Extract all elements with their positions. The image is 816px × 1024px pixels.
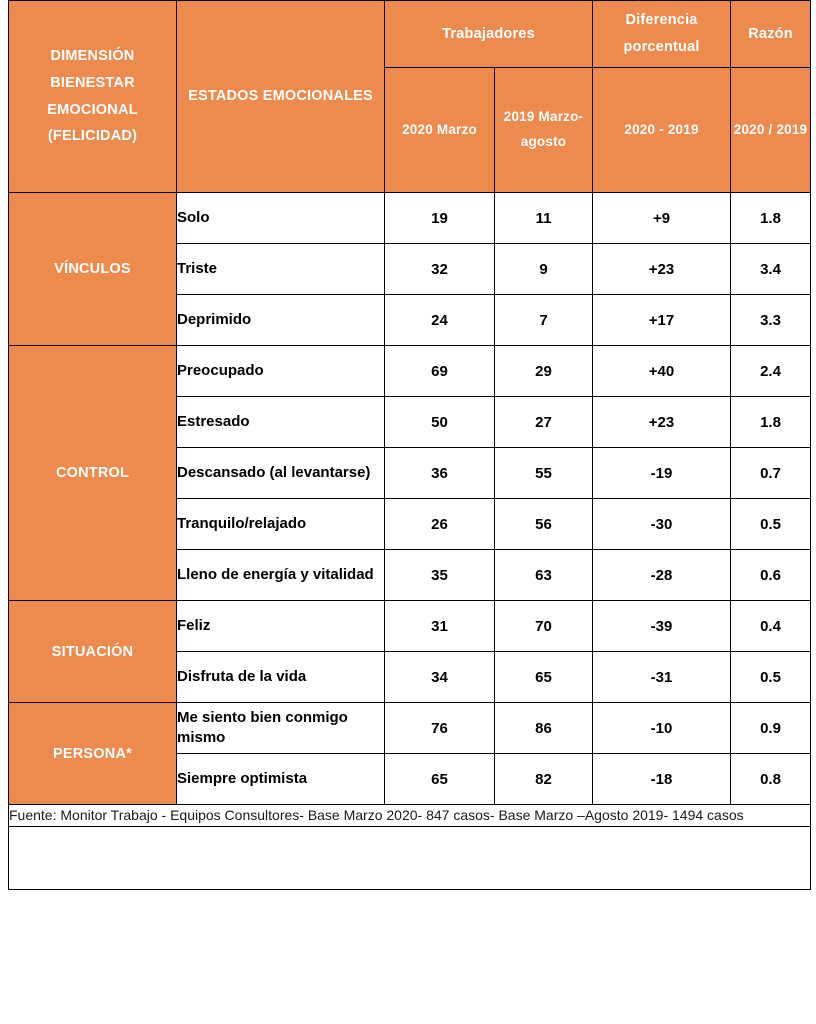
header-col-2019-month-2: agosto bbox=[520, 134, 567, 149]
value-diferencia: -19 bbox=[593, 448, 731, 499]
header-dimension-line-3: EMOCIONAL bbox=[47, 101, 138, 118]
header-col-2020-year: 2020 bbox=[402, 121, 433, 137]
value-2019: 82 bbox=[495, 754, 593, 805]
value-2019: 63 bbox=[495, 550, 593, 601]
header-col-2019 bbox=[495, 68, 593, 193]
value-diferencia: -31 bbox=[593, 652, 731, 703]
value-2020: 76 bbox=[385, 703, 495, 754]
value-2019: 11 bbox=[495, 193, 593, 244]
value-razon: 0.5 bbox=[731, 652, 811, 703]
value-2020: 36 bbox=[385, 448, 495, 499]
value-2019: 65 bbox=[495, 652, 593, 703]
header-col-razon-years bbox=[731, 68, 811, 193]
value-diferencia: -28 bbox=[593, 550, 731, 601]
header-col-dif-line-2: - 2019 bbox=[659, 121, 699, 137]
header-razon: Razón bbox=[731, 1, 811, 68]
header-col-raz-line-2: 2019 bbox=[776, 121, 808, 137]
value-razon: 0.6 bbox=[731, 550, 811, 601]
header-estados-line-2: EMOCIONALES bbox=[262, 88, 373, 105]
value-2020: 35 bbox=[385, 550, 495, 601]
header-col-raz-line-1: 2020 / bbox=[733, 121, 773, 137]
value-diferencia: +17 bbox=[593, 295, 731, 346]
value-2019: 55 bbox=[495, 448, 593, 499]
header-diferencia-line-1: Diferencia bbox=[625, 12, 698, 29]
table-row bbox=[9, 346, 811, 397]
header-trabajadores: Trabajadores bbox=[385, 1, 593, 68]
header-col-2019-year: 2019 bbox=[503, 109, 535, 125]
value-2020: 34 bbox=[385, 652, 495, 703]
group-label-situacion: SITUACIÓN bbox=[9, 601, 177, 703]
table-trailing-row bbox=[9, 827, 811, 890]
value-razon: 0.5 bbox=[731, 499, 811, 550]
group-label-persona: PERSONA* bbox=[9, 703, 177, 805]
group-label-control: CONTROL bbox=[9, 346, 177, 601]
value-2019: 86 bbox=[495, 703, 593, 754]
group-label-vinculos: VÍNCULOS bbox=[9, 193, 177, 346]
header-diferencia-line-2: porcentual bbox=[623, 39, 700, 55]
header-estados-line-1: ESTADOS bbox=[188, 88, 259, 105]
header-diferencia bbox=[593, 1, 731, 68]
value-razon: 1.8 bbox=[731, 193, 811, 244]
value-2020: 31 bbox=[385, 601, 495, 652]
emotion-label: Triste bbox=[177, 244, 385, 295]
header-estados bbox=[177, 1, 385, 193]
emotion-label: Lleno de energía y vitalidad bbox=[177, 550, 385, 601]
value-2019: 70 bbox=[495, 601, 593, 652]
trailing-empty-cell bbox=[9, 827, 811, 890]
value-2020: 69 bbox=[385, 346, 495, 397]
value-2020: 50 bbox=[385, 397, 495, 448]
emotion-label: Deprimido bbox=[177, 295, 385, 346]
value-2020: 24 bbox=[385, 295, 495, 346]
table-row bbox=[9, 703, 811, 754]
value-razon: 0.8 bbox=[731, 754, 811, 805]
header-dimension bbox=[9, 1, 177, 193]
emotion-label: Siempre optimista bbox=[177, 754, 385, 805]
table-header-row-1 bbox=[9, 1, 811, 68]
value-diferencia: -18 bbox=[593, 754, 731, 805]
header-dimension-line-2: BIENESTAR bbox=[50, 74, 135, 91]
header-dimension-line-4: (FELICIDAD) bbox=[47, 128, 138, 145]
value-2020: 65 bbox=[385, 754, 495, 805]
emotion-label: Me siento bien conmigo mismo bbox=[177, 703, 385, 754]
header-col-2019-month-1: Marzo- bbox=[538, 109, 584, 125]
value-diferencia: +40 bbox=[593, 346, 731, 397]
value-diferencia: -39 bbox=[593, 601, 731, 652]
table-source-row bbox=[9, 805, 811, 827]
value-diferencia: -10 bbox=[593, 703, 731, 754]
table-row bbox=[9, 601, 811, 652]
emotion-label: Estresado bbox=[177, 397, 385, 448]
emotion-label: Feliz bbox=[177, 601, 385, 652]
header-col-2020-month: Marzo bbox=[436, 121, 477, 137]
header-col-diferencia-years bbox=[593, 68, 731, 193]
value-razon: 3.4 bbox=[731, 244, 811, 295]
emotion-label: Preocupado bbox=[177, 346, 385, 397]
value-diferencia: -30 bbox=[593, 499, 731, 550]
value-2019: 9 bbox=[495, 244, 593, 295]
value-razon: 1.8 bbox=[731, 397, 811, 448]
value-diferencia: +23 bbox=[593, 397, 731, 448]
value-diferencia: +9 bbox=[593, 193, 731, 244]
header-col-dif-line-1: 2020 bbox=[624, 121, 656, 137]
emotion-label: Tranquilo/relajado bbox=[177, 499, 385, 550]
value-razon: 2.4 bbox=[731, 346, 811, 397]
value-2020: 32 bbox=[385, 244, 495, 295]
source-note: Fuente: Monitor Trabajo - Equipos Consultores- Base Marzo 2020- 847 casos- Base Marzo –Agosto 2019- 1494 casos bbox=[9, 805, 811, 827]
value-2019: 29 bbox=[495, 346, 593, 397]
value-razon: 0.7 bbox=[731, 448, 811, 499]
value-2019: 27 bbox=[495, 397, 593, 448]
emotion-label: Descansado (al levantarse) bbox=[177, 448, 385, 499]
value-razon: 3.3 bbox=[731, 295, 811, 346]
value-2020: 26 bbox=[385, 499, 495, 550]
emotional-wellbeing-table bbox=[8, 0, 811, 890]
emotion-label: Disfruta de la vida bbox=[177, 652, 385, 703]
header-col-2020 bbox=[385, 68, 495, 193]
value-2019: 7 bbox=[495, 295, 593, 346]
emotion-label: Solo bbox=[177, 193, 385, 244]
value-razon: 0.4 bbox=[731, 601, 811, 652]
value-razon: 0.9 bbox=[731, 703, 811, 754]
value-diferencia: +23 bbox=[593, 244, 731, 295]
value-2020: 19 bbox=[385, 193, 495, 244]
value-2019: 56 bbox=[495, 499, 593, 550]
header-dimension-line-1: DIMENSIÓN bbox=[50, 47, 135, 64]
table-row bbox=[9, 193, 811, 244]
